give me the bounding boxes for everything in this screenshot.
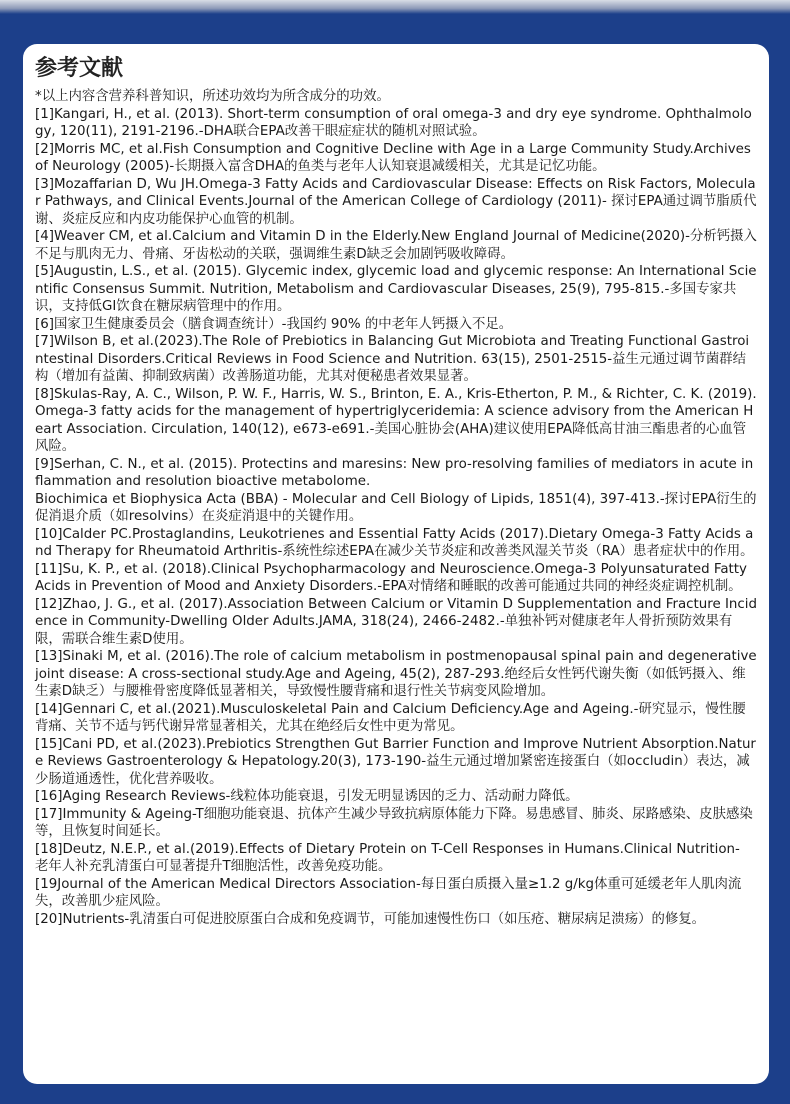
reference-item: [17]Immunity & Ageing-T细胞功能衰退、抗体产生减少导致抗病原体能力下降。易患感冒、肺炎、尿路感染、皮肤感染等，且恢复时间延长。 [35,806,753,839]
reference-list [35,106,757,929]
reference-item: [18]Deutz, N.E.P., et al.(2019).Effects of Dietary Protein on T-Cell Responses in Humans.Clinical Nutrition- 老年人补充乳清蛋白可显著提升T细胞活性，改善免疫功能。 [35,841,740,874]
reference-item: [15]Cani PD, et al.(2023).Prebiotics Strengthen Gut Barrier Function and Improve Nutrient Absorption.Nature Reviews Gastroenterology & Hepatology.20(3), 173-190-益生元通过增加紧密连接蛋白（如occludin）表达，减少肠道通透性，优化营养吸收。 [35,736,756,787]
reference-item: [12]Zhao, J. G., et al. (2017).Association Between Calcium or Vitamin D Supplementation and Fracture Incidence in Community-Dwelling Older Adults.JAMA, 318(24), 2466-2482.-单独补钙对健康老年人骨折预防效果有限，需联合维生素D使用。 [35,596,757,647]
reference-item: Biochimica et Biophysica Acta (BBA) - Molecular and Cell Biology of Lipids, 1851(4), 397-413.-探讨EPA衍生的促消退介质（如resolvins）在炎症消退中的关键作用。 [35,491,757,524]
reference-item: [11]Su, K. P., et al. (2018).Clinical Psychopharmacology and Neuroscience.Omega-3 Polyunsaturated Fatty Acids in Prevention of Mood and Anxiety Disorders.-EPA对情绪和睡眠的改善可能通过共同的神经炎症调控机制。 [35,561,747,594]
reference-item: [1]Kangari, H., et al. (2013). Short-term consumption of oral omega-3 and dry eye syndrome. Ophthalmology, 120(11), 2191-2196.-DHA联合EPA改善干眼症症状的随机对照试验。 [35,106,752,139]
reference-item: [16]Aging Research Reviews-线粒体功能衰退，引发无明显诱因的乏力、活动耐力降低。 [35,789,579,804]
reference-item: [3]Mozaffarian D, Wu JH.Omega-3 Fatty Acids and Cardiovascular Disease: Effects on Risk Factors, Molecular Pathways, and Clinical Events.Journal of the American College of Cardiology (2011)- 探讨EPA通过调节脂质代谢、炎症反应和内皮功能保护心血管的机制。 [35,176,757,227]
references-card [23,44,769,1084]
reference-item: [20]Nutrients-乳清蛋白可促进胶原蛋白合成和免疫调节，可能加速慢性伤口（如压疮、糖尿病足溃疡）的修复。 [35,911,706,927]
reference-item: [2]Morris MC, et al.Fish Consumption and Cognitive Decline with Age in a Large Community Study.Archives of Neurology (2005)-长期摄入富含DHA的鱼类与老年人认知衰退减缓相关，尤其是记忆功能。 [35,141,751,174]
reference-item: [9]Serhan, C. N., et al. (2015). Protectins and maresins: New pro-resolving families of mediators in acute inflammation and resolution bioactive metabolome. [35,456,754,489]
reference-item: [5]Augustin, L.S., et al. (2015). Glycemic index, glycemic load and glycemic response: An International Scientific Consensus Summit. Nutrition, Metabolism and Cardiovascular Diseases, 25(9), 795-815.-多国专家共识，支持低GI饮食在糖尿病管理中的作用。 [35,264,757,314]
reference-item: [6]国家卫生健康委员会（膳食调查统计）-我国约 90% 的中老年人钙摄入不足。 [35,316,513,332]
reference-item: [4]Weaver CM, et al.Calcium and Vitamin D in the Elderly.New England Journal of Medicine(2020)-分析钙摄入不足与肌肉无力、骨痛、牙齿松动的关联，强调维生素D缺乏会加剧钙吸收障碍。 [35,229,757,262]
reference-item: [13]Sinaki M, et al. (2016).The role of calcium metabolism in postmenopausal spinal pain and degenerative joint disease: A cross-sectional study.Age and Ageing, 45(2), 287-293.绝经后女性钙代谢失衡（如低钙摄入、维生素D缺乏）与腰椎骨密度降低显著相关，导致慢性腰背痛和退行性关节病变风险增加。 [35,649,757,699]
top-decorative-strip [0,0,790,14]
reference-item: [7]Wilson B, et al.(2023).The Role of Prebiotics in Balancing Gut Microbiota and Treating Functional Gastrointestinal Disorders.Critical Reviews in Food Science and Nutrition. 63(15), 2501-2515-益生元通过调节菌群结构（增加有益菌、抑制致病菌）改善肠道功能，尤其对便秘患者效果显著。 [35,334,750,384]
reference-item: [19Journal of the American Medical Directors Association-每日蛋白质摄入量≥1.2 g/kg体重可延缓老年人肌肉流失，改善肌少症风险。 [35,876,742,909]
reference-item: [14]Gennari C, et al.(2021).Musculoskeletal Pain and Calcium Deficiency.Age and Ageing.-研究显示，慢性腰背痛、关节不适与钙代谢异常显著相关，尤其在绝经后女性中更为常见。 [35,701,746,734]
disclaimer-note: *以上内容含营养科普知识，所述功效均为所含成分的功效。 [35,89,390,104]
page-title: 参考文献 [35,56,124,81]
reference-item: [10]Calder PC.Prostaglandins, Leukotrienes and Essential Fatty Acids (2017).Dietary Omega-3 Fatty Acids and Therapy for Rheumatoid Arthritis-系统性综述EPA在减少关节炎症和改善类风湿关节炎（RA）患者症状中的作用。 [35,526,754,559]
reference-item: [8]Skulas-Ray, A. C., Wilson, P. W. F., Harris, W. S., Brinton, E. A., Kris-Etherton, P. M., & Richter, C. K. (2019). Omega-3 fatty acids for the management of hypertriglyceridemia: A science advisory from the American Heart Association. Circulation, 140(12), e673-e691.-美国心脏协会(AHA)建议使用EPA降低高甘油三酯患者的心血管风险。 [35,386,757,454]
